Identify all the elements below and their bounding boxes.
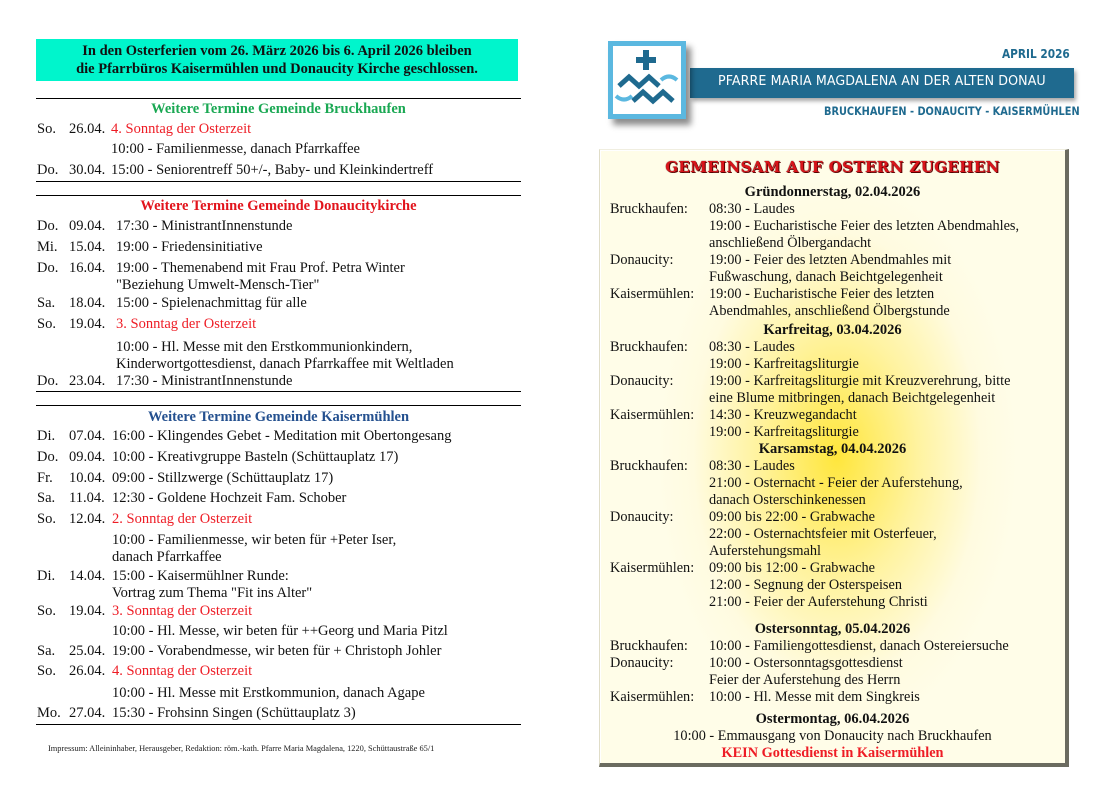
- event-row: [37, 373, 292, 390]
- service-entry: 22:00 - Osternachtsfeier mit Osterfeuer,: [709, 526, 937, 542]
- service-entry: 08:30 - Laudes: [709, 201, 795, 217]
- day-heading: Karfreitag, 03.04.2026: [763, 322, 902, 338]
- event-weekday: Sa.: [37, 490, 56, 506]
- section-title-bruckhaufen: Weitere Termine Gemeinde Bruckhaufen: [151, 101, 406, 117]
- location-label: Donaucity:: [610, 373, 674, 389]
- day-heading: Karsamstag, 04.04.2026: [758, 441, 907, 457]
- service-entry: 21:00 - Osternacht - Feier der Auferstehung,: [709, 475, 963, 491]
- service-entry: danach Osterschinkenessen: [709, 492, 866, 508]
- event-weekday: Do.: [37, 373, 59, 389]
- event-weekday: So.: [37, 121, 56, 137]
- location-label: Kaisermühlen:: [610, 407, 695, 423]
- event-weekday: So.: [37, 511, 56, 527]
- communities-subtitle: BRUCKHAUFEN - DONAUCITY - KAISERMÜHLEN: [824, 104, 1080, 118]
- event-date: 18.04.: [69, 295, 106, 311]
- event-weekday: Mi.: [37, 239, 58, 255]
- event-row: [37, 162, 433, 179]
- event-weekday: Fr.: [37, 470, 53, 486]
- event-text: 15:00 - Seniorentreff 50+/-, Baby- und Kleinkindertreff: [111, 162, 434, 178]
- event-row: [37, 705, 356, 722]
- service-entry: eine Blume mitbringen, danach Beichtgelegenheit: [709, 390, 996, 406]
- location-label: Bruckhaufen:: [610, 458, 688, 474]
- location-label: Donaucity:: [610, 655, 674, 671]
- event-date: 09.04.: [69, 449, 106, 465]
- divider: [36, 195, 521, 196]
- event-text: 17:30 - MinistrantInnenstunde: [116, 373, 293, 389]
- event-row: [37, 428, 451, 445]
- event-text: 10:00 - Hl. Messe mit den Erstkommunionkindern,: [116, 339, 413, 355]
- event-weekday: So.: [37, 663, 56, 679]
- easter-monday-event: 10:00 - Emmausgang von Donaucity nach Bruckhaufen: [673, 728, 992, 744]
- impressum: Impressum: Alleininhaber, Herausgeber, Redaktion: röm.-kath. Pfarre Maria Magdalena, 1220, Schüttaustraße 65/1: [48, 744, 435, 753]
- event-date: 19.04.: [69, 316, 106, 332]
- service-entry: Auferstehungsmahl: [709, 543, 821, 559]
- sunday-label: 4. Sonntag der Osterzeit: [112, 663, 253, 679]
- service-entry: 08:30 - Laudes: [709, 458, 795, 474]
- location-label: Donaucity:: [610, 509, 674, 525]
- divider: [36, 98, 521, 99]
- service-entry: 09:00 bis 12:00 - Grabwache: [709, 560, 875, 576]
- event-text: 15:00 - Kaisermühlner Runde:: [112, 568, 289, 584]
- service-entry: Feier der Auferstehung des Herrn: [709, 672, 901, 688]
- service-entry: anschließend Ölbergandacht: [709, 235, 872, 251]
- event-text: 15:30 - Frohsinn Singen (Schüttauplatz 3): [112, 705, 356, 721]
- day-heading: Ostermontag, 06.04.2026: [755, 711, 910, 727]
- event-date: 19.04.: [69, 603, 106, 619]
- event-date: 12.04.: [69, 511, 106, 527]
- event-row: [37, 511, 252, 528]
- service-entry: 19:00 - Eucharistische Feier des letzten Abendmahles,: [709, 218, 1020, 234]
- divider: [36, 181, 521, 182]
- event-weekday: Do.: [37, 260, 59, 276]
- event-weekday: So.: [37, 603, 56, 619]
- easter-title: GEMEINSAM AUF OSTERN ZUGEHEN: [665, 158, 1000, 176]
- event-date: 09.04.: [69, 218, 106, 234]
- event-row: [37, 643, 441, 660]
- event-weekday: Do.: [37, 449, 59, 465]
- event-text: Kinderwortgottesdienst, danach Pfarrkaffee mit Weltladen: [116, 356, 454, 372]
- location-label: Donaucity:: [610, 252, 674, 268]
- event-row: [37, 260, 405, 277]
- event-text: danach Pfarrkaffee: [112, 549, 222, 565]
- location-label: Kaisermühlen:: [610, 689, 695, 705]
- event-row: [37, 239, 263, 256]
- event-text: 17:30 - MinistrantInnenstunde: [116, 218, 293, 234]
- event-date: 26.04.: [69, 663, 106, 679]
- location-label: Kaisermühlen:: [610, 286, 695, 302]
- cross-waves-icon: [613, 46, 681, 114]
- event-text: 12:30 - Goldene Hochzeit Fam. Schober: [112, 490, 347, 506]
- service-entry: 12:00 - Segnung der Osterspeisen: [709, 577, 902, 593]
- day-heading: Ostersonntag, 05.04.2026: [754, 621, 911, 637]
- service-entry: 08:30 - Laudes: [709, 339, 795, 355]
- service-entry: 19:00 - Karfreitagsliturgie: [709, 356, 859, 372]
- event-date: 16.04.: [69, 260, 106, 276]
- location-label: Bruckhaufen:: [610, 339, 688, 355]
- event-text: 16:00 - Klingendes Gebet - Meditation mit Obertongesang: [112, 428, 452, 444]
- event-date: 15.04.: [69, 239, 106, 255]
- event-date: 30.04.: [69, 162, 106, 178]
- location-label: Bruckhaufen:: [610, 638, 688, 654]
- event-weekday: Di.: [37, 568, 56, 584]
- sunday-label: 3. Sonntag der Osterzeit: [112, 603, 253, 619]
- event-row: [37, 663, 252, 680]
- service-entry: 19:00 - Karfreitagsliturgie: [709, 424, 859, 440]
- event-weekday: Mo.: [37, 705, 61, 721]
- service-entry: 19:00 - Feier des letzten Abendmahles mit: [709, 252, 952, 268]
- event-row: [37, 449, 398, 466]
- event-weekday: Di.: [37, 428, 56, 444]
- event-text: "Beziehung Umwelt-Mensch-Tier": [116, 277, 320, 293]
- event-text: 09:00 - Stillzwerge (Schüttauplatz 17): [112, 470, 334, 486]
- event-date: 23.04.: [69, 373, 106, 389]
- service-entry: 14:30 - Kreuzwegandacht: [709, 407, 857, 423]
- event-text: 10:00 - Familienmesse, wir beten für +Peter Iser,: [112, 532, 397, 548]
- no-service-warning: KEIN Gottesdienst in Kaisermühlen: [721, 745, 944, 761]
- parish-name: PFARRE MARIA MAGDALENA AN DER ALTEN DONAU: [718, 73, 1046, 89]
- service-entry: 09:00 bis 22:00 - Grabwache: [709, 509, 875, 525]
- closure-notice: [36, 39, 518, 81]
- event-row: [37, 316, 256, 333]
- event-text: 10:00 - Kreativgruppe Basteln (Schüttauplatz 17): [112, 449, 399, 465]
- divider: [36, 724, 521, 725]
- event-text: 15:00 - Spielenachmittag für alle: [116, 295, 307, 311]
- closure-notice-line-1: In den Osterferien vom 26. März 2026 bis 6. April 2026 bleiben: [82, 43, 472, 59]
- event-row: [37, 295, 307, 312]
- event-row: [37, 603, 252, 620]
- event-row: [37, 470, 333, 487]
- service-entry: 19:00 - Eucharistische Feier des letzten: [709, 286, 935, 302]
- event-row: [37, 121, 251, 138]
- event-date: 10.04.: [69, 470, 106, 486]
- location-label: Bruckhaufen:: [610, 201, 688, 217]
- event-text: 19:00 - Friedensinitiative: [116, 239, 263, 255]
- event-text: 10:00 - Hl. Messe mit Erstkommunion, danach Agape: [112, 685, 425, 701]
- event-weekday: Do.: [37, 218, 59, 234]
- sunday-label: 3. Sonntag der Osterzeit: [116, 316, 257, 332]
- location-label: Kaisermühlen:: [610, 560, 695, 576]
- divider: [36, 405, 521, 406]
- event-text: 19:00 - Vorabendmesse, wir beten für + Christoph Johler: [112, 643, 442, 659]
- event-row: [37, 490, 346, 507]
- service-entry: 21:00 - Feier der Auferstehung Christi: [709, 594, 928, 610]
- closure-notice-line-2: die Pfarrbüros Kaisermühlen und Donaucity Kirche geschlossen.: [76, 61, 478, 77]
- event-weekday: Sa.: [37, 643, 56, 659]
- service-entry: 10:00 - Familiengottesdienst, danach Ostereiersuche: [709, 638, 1009, 654]
- event-text: Vortrag zum Thema "Fit ins Alter": [112, 585, 313, 601]
- sunday-label: 4. Sonntag der Osterzeit: [111, 121, 252, 137]
- event-text: 19:00 - Themenabend mit Frau Prof. Petra Winter: [116, 260, 405, 276]
- section-title-donaucity: Weitere Termine Gemeinde Donaucitykirche: [140, 198, 417, 214]
- event-weekday: Do.: [37, 162, 59, 178]
- event-weekday: So.: [37, 316, 56, 332]
- event-date: 25.04.: [69, 643, 106, 659]
- event-date: 11.04.: [69, 490, 105, 506]
- event-date: 14.04.: [69, 568, 106, 584]
- divider: [36, 391, 521, 392]
- event-date: 07.04.: [69, 428, 106, 444]
- section-title-kaisermuehlen: Weitere Termine Gemeinde Kaisermühlen: [147, 409, 410, 425]
- event-date: 27.04.: [69, 705, 106, 721]
- easter-schedule-box: [599, 149, 1069, 767]
- event-row: [37, 568, 289, 585]
- event-date: 26.04.: [69, 121, 106, 137]
- service-entry: 10:00 - Hl. Messe mit dem Singkreis: [709, 689, 920, 705]
- event-row: [37, 218, 292, 235]
- day-heading: Gründonnerstag, 02.04.2026: [744, 184, 921, 200]
- event-text: 10:00 - Hl. Messe, wir beten für ++Georg und Maria Pitzl: [112, 623, 448, 639]
- issue-month: APRIL 2026: [1002, 47, 1070, 61]
- service-entry: Fußwaschung, danach Beichtgelegenheit: [709, 269, 943, 285]
- event-weekday: Sa.: [37, 295, 56, 311]
- sunday-label: 2. Sonntag der Osterzeit: [112, 511, 253, 527]
- parish-logo: [608, 41, 686, 119]
- service-entry: Abendmahles, anschließend Ölbergstunde: [709, 303, 950, 319]
- event-text: 10:00 - Familienmesse, danach Pfarrkaffee: [111, 141, 360, 157]
- service-entry: 10:00 - Ostersonntagsgottesdienst: [709, 655, 903, 671]
- service-entry: 19:00 - Karfreitagsliturgie mit Kreuzverehrung, bitte: [709, 373, 1011, 389]
